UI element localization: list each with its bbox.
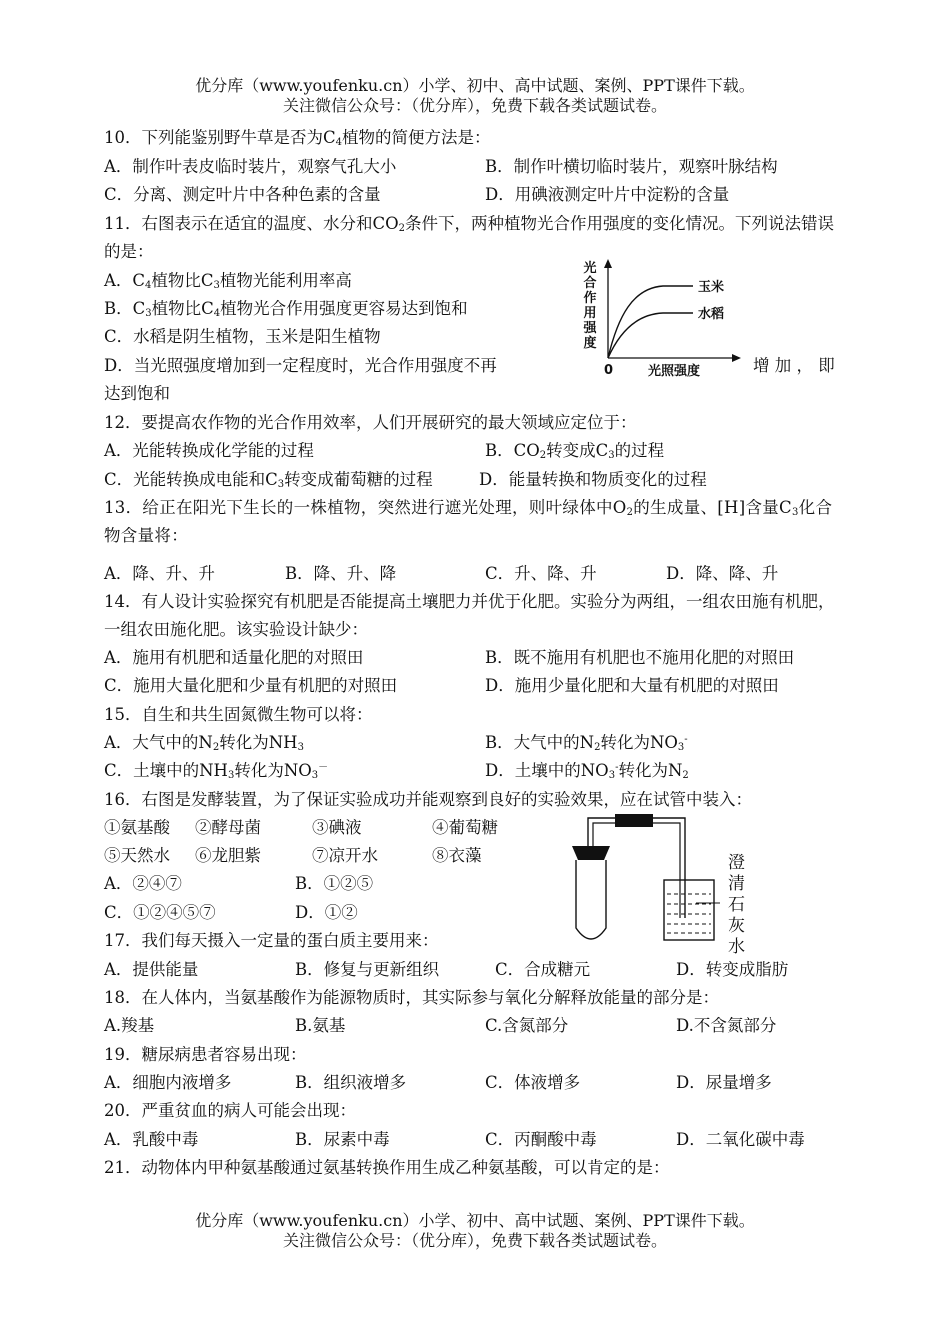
q16-item-2: ②酵母菌 — [195, 818, 261, 837]
figure-q11-y-label-char: 强 — [583, 321, 597, 336]
q11-option-c: C．水稻是阴生植物，玉米是阳生植物 — [104, 327, 381, 346]
q16-item-3: ③碘液 — [312, 818, 362, 837]
header-line-1: 优分库（www.youfenku.cn）小学、初中、高中试题、案例、PPT课件下载。 — [195, 76, 755, 95]
q11-option-d-cont: 达到饱和 — [104, 384, 170, 403]
q20-option-b: B．尿素中毒 — [295, 1130, 390, 1149]
q16-item-1: ①氨基酸 — [104, 818, 170, 837]
q21-stem: 21．动物体内甲种氨基酸通过氨基转换作用生成乙种氨基酸，可以肯定的是： — [104, 1158, 670, 1177]
q13-stem: 13．给正在阳光下生长的一株植物，突然进行遮光处理，则叶绿体中$O_2$的生成量、[H]含量$C_3$化合物含量将： — [104, 498, 833, 545]
figure-q11-y-label — [582, 260, 597, 351]
q19-stem: 19．糖尿病患者容易出现： — [104, 1045, 307, 1064]
q10-stem: 10．下列能鉴别野牛草是否为$C_4$植物的简便方法是： — [104, 128, 491, 148]
q17-option-d: D．转变成脂肪 — [676, 960, 789, 979]
figure-q16-label-char: 石 — [728, 895, 745, 915]
footer-line-1: 优分库（www.youfenku.cn）小学、初中、高中试题、案例、PPT课件下载。 — [195, 1211, 755, 1230]
figure-q11-label-corn: 玉米 — [698, 280, 725, 295]
q13-option-d: D．降、降、升 — [666, 564, 779, 583]
q18-option-d: D.不含氮部分 — [676, 1016, 777, 1035]
figure-q11-y-label-char: 度 — [583, 336, 597, 351]
q16-option-d: D．①② — [295, 903, 358, 922]
figure-q11-x-arrow — [732, 354, 741, 362]
q17-option-a: A．提供能量 — [104, 960, 199, 979]
q15-option-a: A．大气中的$N_2$转化为$NH_3$ — [104, 733, 304, 753]
q19-option-b: B．组织液增多 — [295, 1073, 407, 1092]
q15-option-c: C．土壤中的$NH_3$转化为$NO_3^-$ — [104, 761, 329, 781]
figure-q11-y-label-char: 合 — [583, 276, 597, 291]
q14-option-d: D．施用少量化肥和大量有机肥的对照田 — [485, 676, 779, 695]
figure-q16-label-char: 水 — [728, 937, 745, 954]
figure-q11-label-rice: 水稻 — [698, 307, 725, 322]
figure-q16-label-char: 灰 — [728, 916, 745, 936]
figure-q11-curve-corn — [608, 286, 693, 358]
q20-stem: 20．严重贫血的病人可能会出现： — [104, 1101, 356, 1120]
q10-option-d: D．用碘液测定叶片中淀粉的含量 — [485, 185, 730, 204]
q10-option-c: C．分离、测定叶片中各种色素的含量 — [104, 185, 381, 204]
q18-option-b: B.氨基 — [295, 1016, 346, 1035]
q16-option-b: B．①②⑤ — [295, 874, 374, 893]
q19-option-a: A．细胞内液增多 — [104, 1073, 232, 1092]
figure-q16-test-tube — [576, 860, 606, 939]
q14-option-b: B．既不施用有机肥也不施用化肥的对照田 — [485, 648, 795, 667]
footer-line-2: 关注微信公众号：（优分库），免费下载各类试题试卷。 — [282, 1231, 667, 1250]
q14-stem: 14．有人设计实验探究有机肥是否能提高土壤肥力并优于化肥。实验分为两组，一组农田施有机肥，一组农田施化肥。该实验设计缺少： — [104, 592, 835, 639]
q11-option-d-right: 增 加 ， 即 — [753, 356, 835, 375]
q12-stem: 12．要提高农作物的光合作用效率，人们开展研究的最大领域应定位于： — [104, 413, 637, 432]
q11-stem: 11．右图表示在适宜的温度、水分和$CO_2$条件下，两种植物光合作用强度的变化情况。下列说法错误的是： — [104, 214, 835, 261]
q12-option-a: A．光能转换成化学能的过程 — [104, 441, 314, 460]
q18-option-c: C.含氮部分 — [485, 1016, 569, 1035]
q11-option-b: B．$C_3$植物比$C_4$植物光合作用强度更容易达到饱和 — [104, 299, 468, 319]
header-line-2: 关注微信公众号：（优分库），免费下载各类试题试卷。 — [282, 96, 667, 115]
q15-option-d: D．土壤中的$NO_3^-$转化为$N_2$ — [485, 761, 689, 781]
q16-option-c: C．①②④⑤⑦ — [104, 903, 216, 922]
figure-q16-label-char: 清 — [728, 874, 745, 894]
q17-stem: 17．我们每天摄入一定量的蛋白质主要用来： — [104, 931, 439, 950]
figure-q16-tube-left-pipe — [588, 818, 685, 918]
figure-q16-apparatus — [560, 808, 760, 954]
q16-item-6: ⑥龙胆紫 — [195, 846, 261, 865]
figure-q16-label — [728, 853, 745, 954]
q19-option-c: C．体液增多 — [485, 1073, 581, 1092]
q13-option-c: C．升、降、升 — [485, 564, 597, 583]
q14-option-a: A．施用有机肥和适量化肥的对照田 — [104, 648, 364, 667]
q20-option-a: A．乳酸中毒 — [104, 1130, 199, 1149]
figure-q11-y-label-char: 用 — [583, 306, 597, 321]
q17-option-b: B．修复与更新组织 — [295, 960, 440, 979]
figure-q11-y-arrow — [604, 259, 612, 268]
q16-stem: 16．右图是发酵装置，为了保证实验成功并能观察到良好的实验效果，应在试管中装入： — [104, 790, 752, 809]
figure-q11-graph — [578, 256, 748, 380]
q10-option-a: A．制作叶表皮临时装片，观察气孔大小 — [104, 157, 397, 176]
figure-q11-origin: 0 — [604, 363, 614, 378]
q15-option-b: B．大气中的$N_2$转化为$NO_3^-$ — [485, 733, 688, 753]
q13-option-a: A．降、升、升 — [104, 564, 215, 583]
figure-q16-stopper — [572, 846, 610, 860]
q12-option-d: D．能量转换和物质变化的过程 — [479, 470, 707, 489]
q16-option-a: A．②④⑦ — [104, 874, 182, 893]
q20-option-d: D．二氧化碳中毒 — [676, 1130, 805, 1149]
q18-stem: 18．在人体内，当氨基酸作为能源物质时，其实际参与氧化分解释放能量的部分是： — [104, 988, 719, 1007]
q10-option-b: B．制作叶横切临时装片，观察叶脉结构 — [485, 157, 778, 176]
figure-q16-label-char: 澄 — [728, 853, 745, 873]
q15-stem: 15．自生和共生固氮微生物可以将： — [104, 705, 373, 724]
figure-q16-limewater — [667, 894, 711, 933]
figure-q11-y-label-char: 作 — [583, 291, 597, 306]
q16-item-8: ⑧衣藻 — [432, 846, 482, 865]
q16-item-4: ④葡萄糖 — [432, 818, 498, 837]
q20-option-c: C．丙酮酸中毒 — [485, 1130, 597, 1149]
q11-option-d: D．当光照强度增加到一定程度时，光合作用强度不再 — [104, 356, 497, 375]
figure-q11-x-label: 光照强度 — [648, 364, 701, 379]
q14-option-c: C．施用大量化肥和少量有机肥的对照田 — [104, 676, 398, 695]
q19-option-d: D．尿量增多 — [676, 1073, 772, 1092]
figure-q11-y-label-char: 光 — [583, 261, 597, 276]
q13-option-b: B．降、升、降 — [285, 564, 397, 583]
figure-q16-beaker — [664, 880, 714, 940]
q16-item-5: ⑤天然水 — [104, 846, 170, 865]
q18-option-a: A.羧基 — [104, 1016, 155, 1035]
q12-option-c: C．光能转换成电能和$C_3$转变成葡萄糖的过程 — [104, 470, 433, 490]
q11-option-a: A．$C_4$植物比$C_3$植物光能利用率高 — [104, 271, 352, 291]
q12-option-b: B．$CO_2$转变成$C_3$的过程 — [485, 441, 665, 461]
figure-q16-rubber-connector — [615, 814, 653, 827]
q16-item-7: ⑦凉开水 — [312, 846, 378, 865]
q17-option-c: C．合成糖元 — [495, 960, 591, 979]
